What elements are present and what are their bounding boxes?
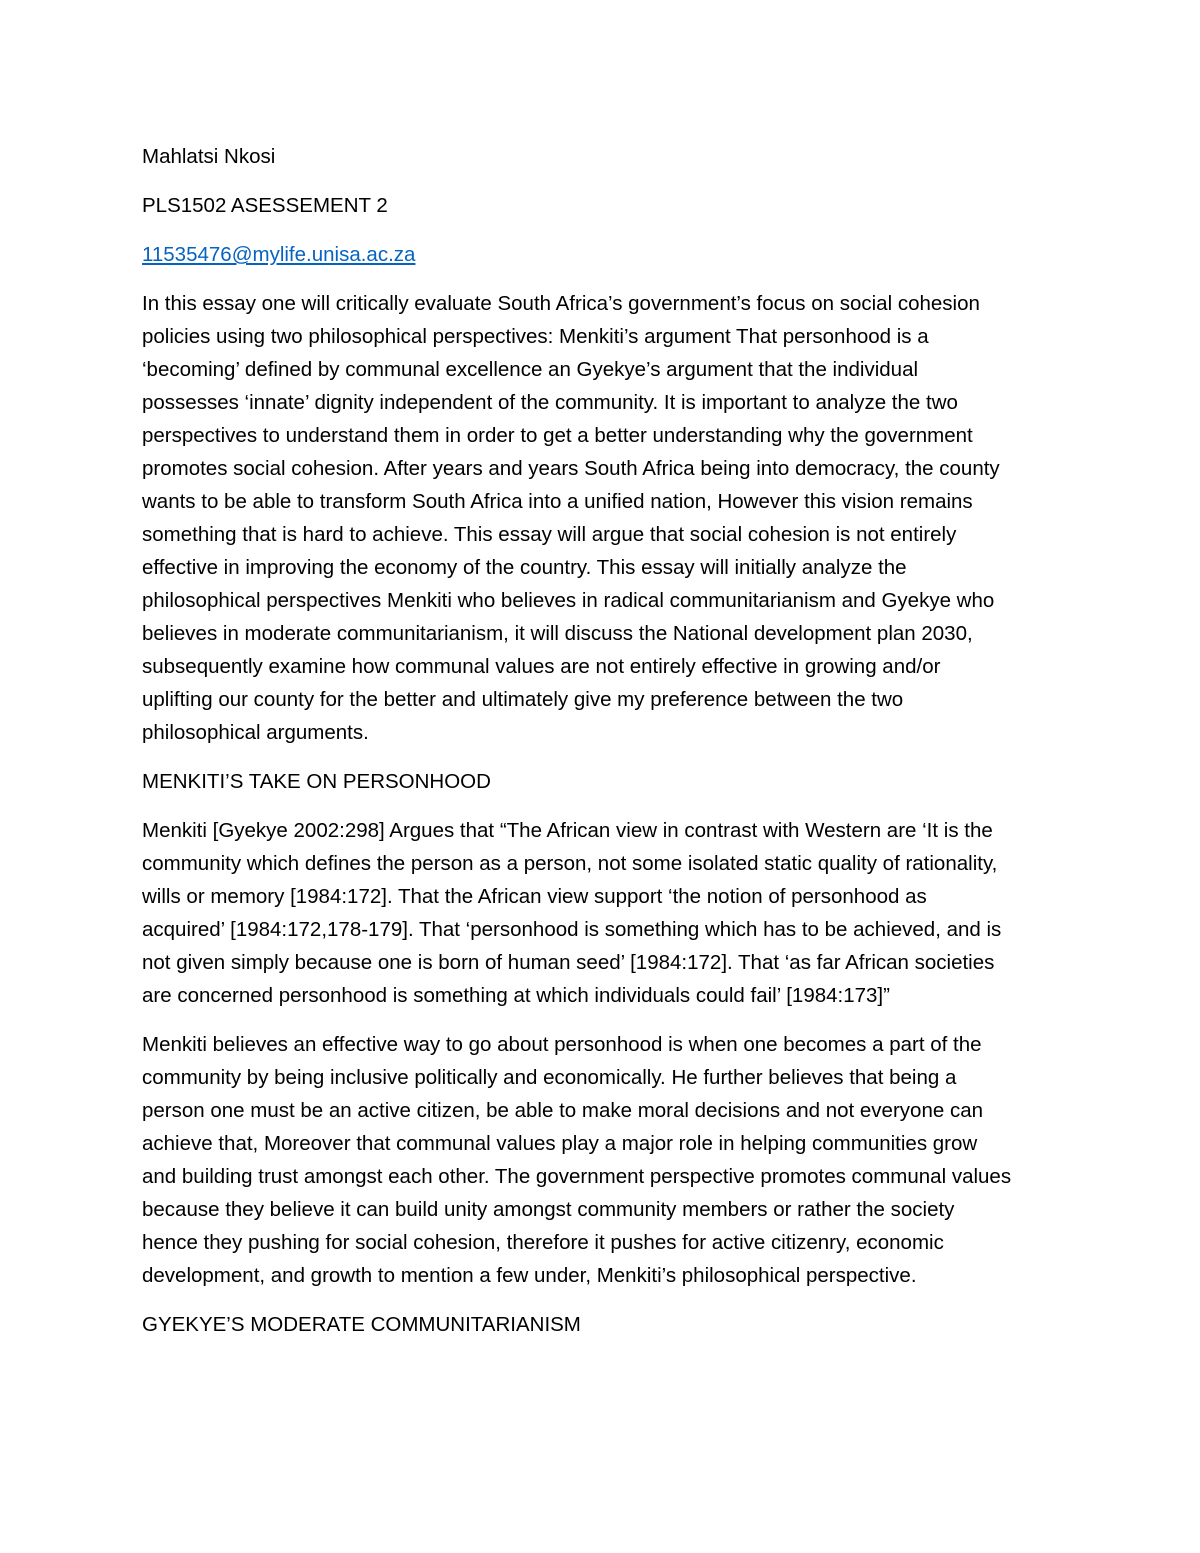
paragraph-line: uplifting our county for the better and ultimately give my preference between the two <box>142 688 904 711</box>
paragraph-line: person one must be an active citizen, be able to make moral decisions and not everyone can <box>142 1099 983 1122</box>
paragraph-line: policies using two philosophical perspectives: Menkiti’s argument That personhood is a <box>142 325 929 348</box>
section-heading-menkiti: MENKITI’S TAKE ON PERSONHOOD <box>142 770 491 793</box>
document-body <box>142 140 1062 1341</box>
email-link[interactable]: 11535476@mylife.unisa.ac.za <box>142 243 416 266</box>
paragraph-line: philosophical arguments. <box>142 721 369 744</box>
paragraph-line: perspectives to understand them in order to get a better understanding why the government <box>142 424 973 447</box>
paragraph-line: believes in moderate communitarianism, it will discuss the National development plan 2030, <box>142 622 973 645</box>
author-name: Mahlatsi Nkosi <box>142 145 276 168</box>
email-line <box>142 238 1062 271</box>
paragraph-line: philosophical perspectives Menkiti who believes in radical communitarianism and Gyekye who <box>142 589 995 612</box>
paragraph-line: In this essay one will critically evaluate South Africa’s government’s focus on social cohesion <box>142 292 980 315</box>
paragraph-line: hence they pushing for social cohesion, therefore it pushes for active citizenry, economic <box>142 1231 944 1254</box>
section-heading-gyekye: GYEKYE’S MODERATE COMMUNITARIANISM <box>142 1313 581 1336</box>
paragraph-line: Menkiti [Gyekye 2002:298] Argues that “The African view in contrast with Western are ‘It is the <box>142 819 993 842</box>
paragraph-line: are concerned personhood is something at which individuals could fail’ [1984:173]” <box>142 984 890 1007</box>
paragraph-line: wants to be able to transform South Africa into a unified nation, However this vision remains <box>142 490 973 513</box>
paragraph-line: wills or memory [1984:172]. That the African view support ‘the notion of personhood as <box>142 885 927 908</box>
paragraph-line: Menkiti believes an effective way to go about personhood is when one becomes a part of the <box>142 1033 982 1056</box>
paragraph-line: something that is hard to achieve. This essay will argue that social cohesion is not entirely <box>142 523 957 546</box>
paragraph-line: not given simply because one is born of human seed’ [1984:172]. That ‘as far African societies <box>142 951 995 974</box>
paragraph-line: possesses ‘innate’ dignity independent of the community. It is important to analyze the two <box>142 391 958 414</box>
paragraph-line: acquired’ [1984:172,178-179]. That ‘personhood is something which has to be achieved, and is <box>142 918 1002 941</box>
paragraph-line: subsequently examine how communal values are not entirely effective in growing and/or <box>142 655 941 678</box>
paragraph-line: promotes social cohesion. After years and years South Africa being into democracy, the county <box>142 457 1000 480</box>
paragraph-line: community by being inclusive politically and economically. He further believes that being a <box>142 1066 957 1089</box>
quote-paragraph <box>142 814 1062 1012</box>
course-code: PLS1502 ASESSEMENT 2 <box>142 194 388 217</box>
paragraph-line: achieve that, Moreover that communal values play a major role in helping communities grow <box>142 1132 978 1155</box>
paragraph-line: because they believe it can build unity amongst community members or rather the society <box>142 1198 955 1221</box>
paragraph-line: effective in improving the economy of the country. This essay will initially analyze the <box>142 556 907 579</box>
paragraph-line: and building trust amongst each other. The government perspective promotes communal values <box>142 1165 1012 1188</box>
paragraph-line: development, and growth to mention a few under, Menkiti’s philosophical perspective. <box>142 1264 917 1287</box>
body-paragraph <box>142 1028 1062 1292</box>
paragraph-line: ‘becoming’ defined by communal excellence an Gyekye’s argument that the individual <box>142 358 919 381</box>
intro-paragraph <box>142 287 1062 749</box>
paragraph-line: community which defines the person as a person, not some isolated static quality of rationality, <box>142 852 998 875</box>
